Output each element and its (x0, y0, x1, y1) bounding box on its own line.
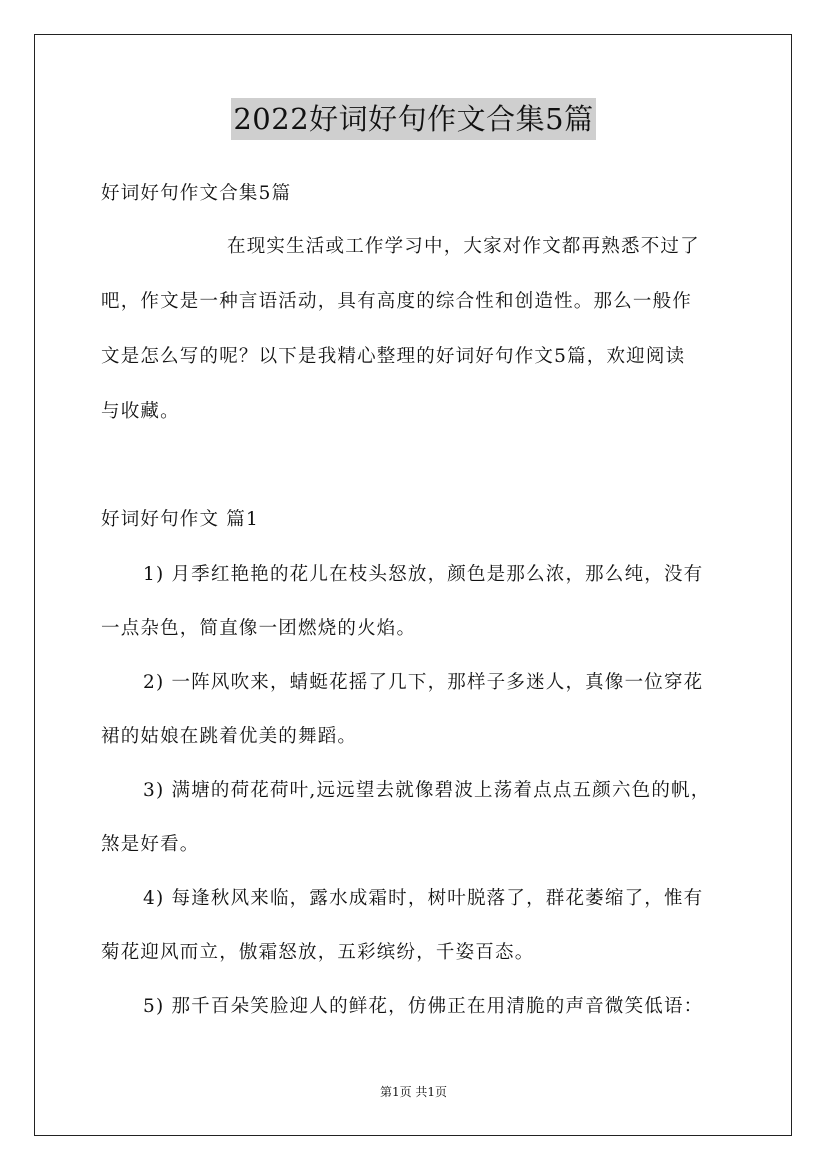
title-wrap (0, 98, 827, 140)
item-1-line-2: 一点杂色，简直像一团燃烧的火焰。 (101, 618, 417, 639)
item-3-line-1: 3) 满塘的荷花荷叶,远远望去就像碧波上荡着点点五颜六色的帆， (143, 780, 711, 801)
intro-line-4: 与收藏。 (101, 401, 180, 422)
page-footer: 第1页 共1页 (379, 1085, 448, 1099)
document-subtitle: 好词好句作文合集5篇 (101, 183, 292, 204)
item-1-line-1: 1) 月季红艳艳的花儿在枝头怒放，颜色是那么浓，那么纯，没有 (143, 564, 704, 585)
section-heading: 好词好句作文 篇1 (101, 509, 259, 530)
item-5-line-1: 5) 那千百朵笑脸迎人的鲜花，仿佛正在用清脆的声音微笑低语： (143, 996, 704, 1017)
item-3-line-2: 煞是好看。 (101, 834, 200, 855)
document-title: 2022好词好句作文合集5篇 (231, 98, 595, 140)
intro-line-2: 吧，作文是一种言语活动，具有高度的综合性和创造性。那么一般作 (101, 291, 693, 312)
item-2-line-1: 2) 一阵风吹来，蜻蜓花摇了几下，那样子多迷人，真像一位穿花 (143, 672, 704, 693)
intro-line-1: 在现实生活或工作学习中，大家对作文都再熟悉不过了 (227, 236, 700, 257)
item-2-line-2: 裙的姑娘在跳着优美的舞蹈。 (101, 726, 358, 747)
item-4-line-2: 菊花迎风而立，傲霜怒放，五彩缤纷，千姿百态。 (101, 942, 535, 963)
item-4-line-1: 4) 每逢秋风来临，露水成霜时，树叶脱落了，群花萎缩了，惟有 (143, 888, 704, 909)
intro-line-3: 文是怎么写的呢？以下是我精心整理的好词好句作文5篇，欢迎阅读 (101, 346, 686, 367)
